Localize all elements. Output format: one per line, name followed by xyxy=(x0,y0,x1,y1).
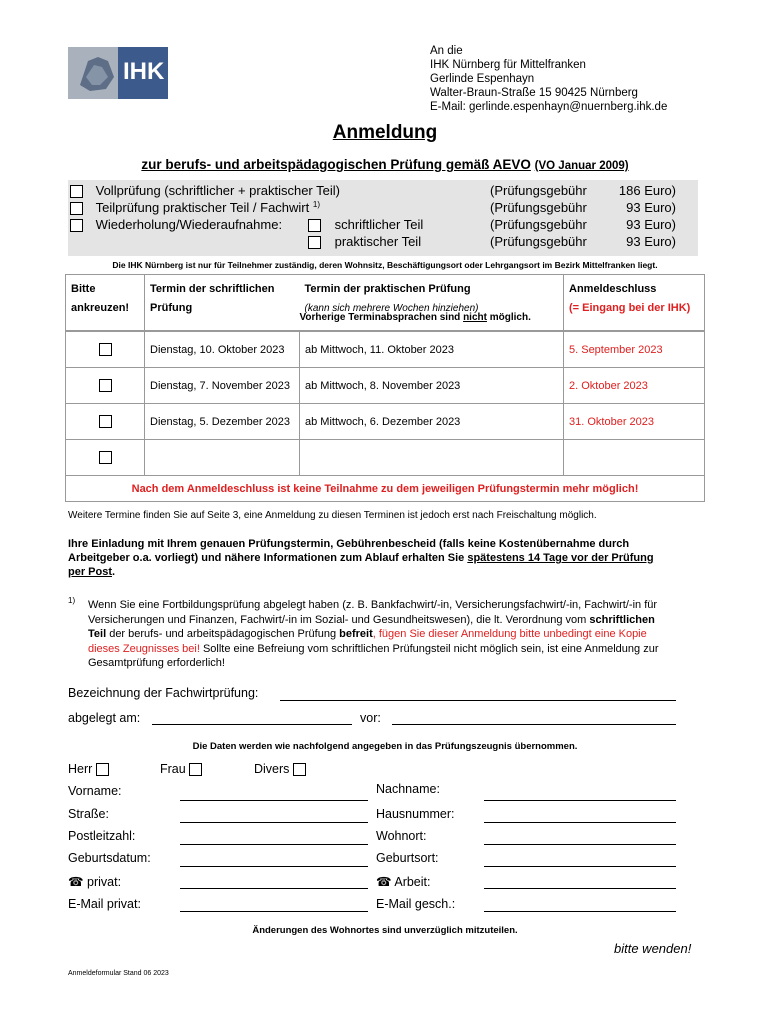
header-text: Anmeldeschluss xyxy=(569,283,657,295)
fee-amount: 93 Euro) xyxy=(626,234,676,249)
strasse-field[interactable] xyxy=(180,822,368,823)
subtitle-main: zur berufs- und arbeitspädagogischen Prüfung gemäß AEVO xyxy=(141,157,531,172)
col-header-written xyxy=(145,275,300,331)
header-text: ankreuzen! xyxy=(71,302,130,314)
header-text: Bitte xyxy=(71,283,96,295)
written-date: Dienstag, 7. November 2023 xyxy=(145,368,300,404)
herr-label: Herr xyxy=(68,762,93,776)
exam-type-options xyxy=(68,180,698,256)
email-privat-label: E-Mail privat: xyxy=(68,897,141,911)
footnote-mark: 1) xyxy=(68,596,76,605)
col-header-select xyxy=(66,275,145,331)
plz-label: Postleitzahl: xyxy=(68,829,136,843)
einladung-line: Ihre Einladung mit Ihrem genauen Prüfungstermin, Gebührenbescheid (falls keine Kostenübernahme durch xyxy=(68,538,630,550)
fee-label: (Prüfungsgebühr xyxy=(490,200,587,215)
table-row xyxy=(66,368,705,404)
practical-date[interactable] xyxy=(300,440,564,476)
salutation-divers xyxy=(254,762,306,776)
footnote-emph: schriftlichen xyxy=(589,613,655,626)
einladung-note xyxy=(68,537,708,579)
col-header-deadline xyxy=(564,275,705,331)
geburtsdatum-label: Geburtsdatum: xyxy=(68,851,151,865)
vollpruefung-checkbox[interactable] xyxy=(70,185,83,198)
telefon-privat-field[interactable] xyxy=(180,888,368,889)
terminabsprache-note xyxy=(300,312,531,323)
geburtsort-label: Geburtsort: xyxy=(376,851,439,865)
einladung-emph: spätestens 14 Tage vor der Prüfung xyxy=(467,552,654,564)
footnote-line: Versicherungen und Finanzen, Fachwirt/-in im Sozial- und Gesundheitswesen), die lt. Verordnung vom xyxy=(88,613,590,626)
termin-checkbox[interactable] xyxy=(99,343,112,356)
option-label: Teilprüfung praktischer Teil / Fachwirt xyxy=(95,200,310,216)
subtitle-regulation: (VO Januar 2009) xyxy=(534,160,629,172)
footnote-line: Sollte eine Befreiung vom schriftlichen Prüfungsteil nicht möglich sein, ist eine Anmeldung zur xyxy=(199,642,659,655)
strasse-label: Straße: xyxy=(68,807,109,821)
practical-date: ab Mittwoch, 6. Dezember 2023 xyxy=(300,404,564,440)
footnote-emph: befreit xyxy=(339,628,373,640)
practical-date: ab Mittwoch, 11. Oktober 2023 xyxy=(300,332,564,368)
praktisch-checkbox[interactable] xyxy=(308,236,321,249)
header-text: Prüfung xyxy=(150,302,193,314)
footnote-line: Gesamtprüfung erforderlich! xyxy=(88,657,225,669)
frau-label: Frau xyxy=(160,762,186,776)
abgelegt-label: abgelegt am: xyxy=(68,711,141,725)
address-line: An die xyxy=(430,45,463,57)
salutation-frau xyxy=(160,762,202,776)
telefon-arbeit-label: ☎ Arbeit: xyxy=(376,875,431,889)
einladung-line: Arbeitgeber o.a. vorliegt) und nähere Informationen zum Ablauf erhalten Sie xyxy=(68,552,468,564)
wohnort-label: Wohnort: xyxy=(376,829,427,843)
table-row xyxy=(66,440,705,476)
note-text: nicht xyxy=(463,312,487,323)
footnote-text xyxy=(88,598,708,671)
deadline-date: 5. September 2023 xyxy=(564,332,705,368)
plz-field[interactable] xyxy=(180,844,368,845)
weitere-termine-note: Weitere Termine finden Sie auf Seite 3, eine Anmeldung zu diesen Terminen ist jedoch erst nach Freischaltung möglich. xyxy=(68,510,597,521)
hausnummer-field[interactable] xyxy=(484,822,676,823)
footnote-red: , fügen Sie dieser Anmeldung bitte unbedingt eine Kopie xyxy=(372,628,647,640)
telefon-arbeit-field[interactable] xyxy=(484,888,676,889)
vor-field[interactable] xyxy=(392,724,676,725)
termin-checkbox[interactable] xyxy=(99,379,112,392)
fee-label: (Prüfungsgebühr xyxy=(490,234,587,249)
vor-label: vor: xyxy=(360,711,381,725)
abgelegt-field[interactable] xyxy=(152,724,352,725)
header-text: (kann sich mehrere Wochen hinziehen) xyxy=(304,303,479,314)
header-text: Termin der schriftlichen xyxy=(150,283,275,295)
footnote-red: dieses Zeugnisses bei! xyxy=(88,642,200,655)
geburtsdatum-field[interactable] xyxy=(180,866,368,867)
address-line: Gerlinde Espenhayn xyxy=(430,73,535,85)
exam-dates-table xyxy=(65,274,705,502)
bitte-wenden: bitte wenden! xyxy=(614,941,692,956)
fee-amount: 93 Euro) xyxy=(626,200,676,215)
option-label: Wiederholung/Wiederaufnahme: xyxy=(95,217,283,232)
email-gesch-field[interactable] xyxy=(484,911,676,912)
logo-text: IHK xyxy=(123,58,165,85)
page-title: Anmeldung xyxy=(332,122,438,143)
termin-checkbox[interactable] xyxy=(99,415,112,428)
fee-label: (Prüfungsgebühr xyxy=(490,183,587,198)
einladung-line: . xyxy=(112,566,116,578)
einladung-emph: per Post xyxy=(68,566,113,578)
footnote-emph: Teil xyxy=(88,628,107,640)
footnote-line: Wenn Sie eine Fortbildungsprüfung abgelegt haben (z. B. Bankfachwirt/-in, Versicherungsfachwirt/-in, Fachwirt/-in für xyxy=(88,599,658,611)
deadline-warning: Nach dem Anmeldeschluss ist keine Teilnahme zu dem jeweiligen Prüfungstermin mehr möglich! xyxy=(66,476,705,502)
option-label: schriftlicher Teil xyxy=(334,217,424,232)
option-label: praktischer Teil xyxy=(334,234,422,249)
divers-label: Divers xyxy=(254,762,290,776)
hausnummer-label: Hausnummer: xyxy=(376,807,455,821)
option-label: Vollprüfung (schriftlicher + praktischer Teil) xyxy=(95,183,340,198)
email-privat-field[interactable] xyxy=(180,911,368,912)
recipient-address xyxy=(430,44,667,114)
subtitle xyxy=(0,157,770,172)
fee-amount: 93 Euro) xyxy=(626,217,676,232)
aenderungen-note: Änderungen des Wohnortes sind unverzüglich mitzuteilen. xyxy=(252,925,518,936)
fachwirt-field[interactable] xyxy=(280,700,676,701)
address-line: Walter-Braun-Straße 15 90425 Nürnberg xyxy=(430,87,638,99)
wohnort-field[interactable] xyxy=(484,844,676,845)
nachname-label: Nachname: xyxy=(376,782,440,796)
fee-amount: 186 Euro) xyxy=(618,183,676,198)
teilpruefung-checkbox[interactable] xyxy=(70,202,83,215)
note-text: Vorherige Terminabsprachen sind xyxy=(299,312,464,323)
written-date: Dienstag, 5. Dezember 2023 xyxy=(145,404,300,440)
fachwirt-label: Bezeichnung der Fachwirtprüfung: xyxy=(68,686,259,700)
table-row xyxy=(66,332,705,368)
termin-checkbox[interactable] xyxy=(99,451,112,464)
header-text: Termin der praktischen Prüfung xyxy=(304,283,471,295)
footnote-ref: 1) xyxy=(312,200,320,209)
footnote-line: der berufs- und arbeitspädagogischen Prüfung xyxy=(106,628,340,640)
geburtsort-field[interactable] xyxy=(484,866,676,867)
address-line: IHK Nürnberg für Mittelfranken xyxy=(430,59,586,71)
nachname-field[interactable] xyxy=(484,800,676,801)
deadline-date[interactable] xyxy=(564,440,705,476)
written-date: Dienstag, 10. Oktober 2023 xyxy=(145,332,300,368)
fee-label: (Prüfungsgebühr xyxy=(490,217,587,232)
deadline-date: 2. Oktober 2023 xyxy=(564,368,705,404)
form-version: Anmeldeformular Stand 06 2023 xyxy=(68,970,169,977)
telefon-privat-label: ☎ privat: xyxy=(68,875,122,889)
written-date[interactable] xyxy=(145,440,300,476)
wiederholung-checkbox[interactable] xyxy=(70,219,83,232)
salutation-herr xyxy=(68,762,109,776)
zustaendigkeit-note: Die IHK Nürnberg ist nur für Teilnehmer zuständig, deren Wohnsitz, Beschäftigungsort oder Lehrgangsort im Bezirk Mittelfranken liegt. xyxy=(112,260,658,270)
address-line: E-Mail: gerlinde.espenhayn@nuernberg.ihk.de xyxy=(430,101,668,113)
frau-checkbox[interactable] xyxy=(189,763,202,776)
ihk-logo xyxy=(68,47,168,99)
vorname-field[interactable] xyxy=(180,800,368,801)
header-text: (= Eingang bei der IHK) xyxy=(569,302,691,314)
daten-note: Die Daten werden wie nachfolgend angegeben in das Prüfungszeugnis übernommen. xyxy=(192,741,578,752)
deadline-date: 31. Oktober 2023 xyxy=(564,404,705,440)
note-text: möglich. xyxy=(486,312,531,323)
herr-checkbox[interactable] xyxy=(96,763,109,776)
email-gesch-label: E-Mail gesch.: xyxy=(376,897,456,911)
vorname-label: Vorname: xyxy=(68,784,122,798)
divers-checkbox[interactable] xyxy=(293,763,306,776)
table-row xyxy=(66,404,705,440)
schriftlich-checkbox[interactable] xyxy=(308,219,321,232)
practical-date: ab Mittwoch, 8. November 2023 xyxy=(300,368,564,404)
